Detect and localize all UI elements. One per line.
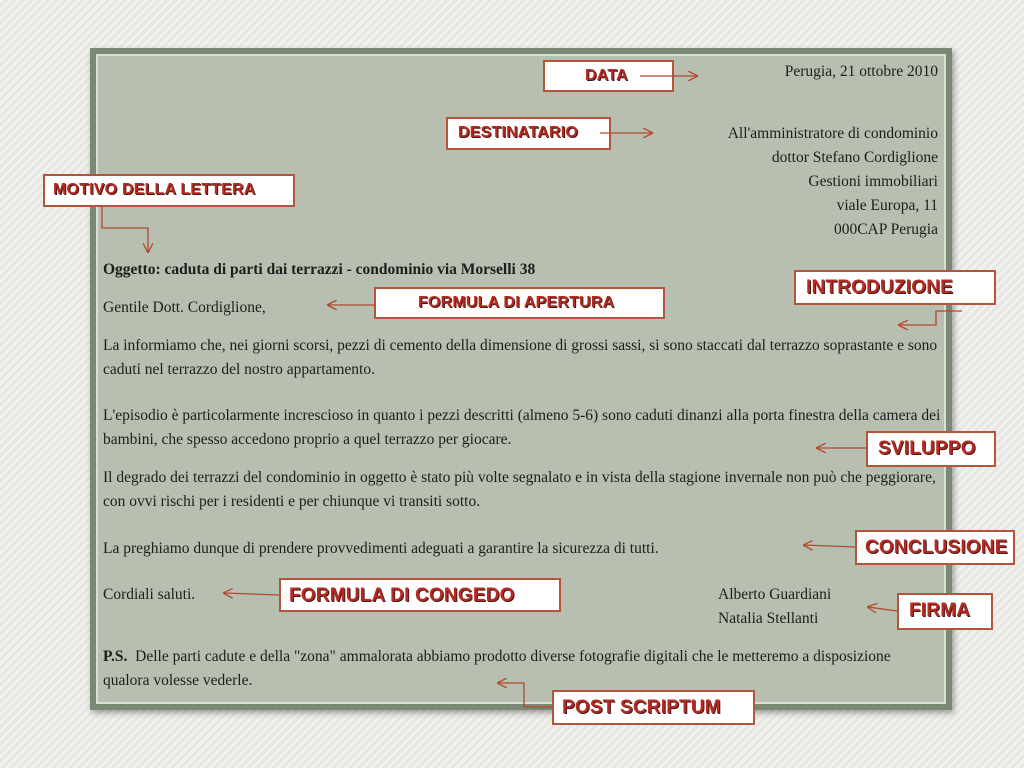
letter-closing: Cordiali saluti. [103, 586, 196, 603]
label-motivo-della-lettera: MOTIVO DELLA LETTERA [43, 174, 295, 207]
label-sviluppo: SVILUPPO [866, 431, 996, 467]
recipient-line: Gestioni immobiliari [808, 173, 938, 190]
ps-label: P.S. [103, 648, 128, 665]
label-firma: FIRMA [897, 593, 993, 630]
letter-introduction: La informiamo che, nei giorni scorsi, pezzi di cemento della dimensione di grossi sassi, si sono staccati dal terrazzo soprastante e sono caduti nel terrazzo del nostro appartamento. [103, 337, 938, 378]
recipient-line: All'amministratore di condominio [727, 125, 938, 142]
label-conclusione: CONCLUSIONE [855, 530, 1015, 565]
letter-date: Perugia, 21 ottobre 2010 [784, 63, 938, 80]
label-destinatario: DESTINATARIO [446, 117, 611, 150]
ps-text: Delle parti cadute e della "zona" ammalorata abbiamo prodotto diverse fotografie digitali che le metteremo a disposizione qualora volesse vederle. [103, 648, 891, 689]
letter-conclusion: La preghiamo dunque di prendere provvedimenti adeguati a garantire la sicurezza di tutti. [103, 540, 659, 557]
letter-development-2: Il degrado dei terrazzi del condominio in oggetto è stato più volte segnalato e in vista della stagione invernale non può che peggiorare, con ovvi rischi per i residenti e per chiunque vi transiti sotto. [103, 469, 936, 510]
letter-postscript [103, 645, 893, 693]
label-formula-di-congedo: FORMULA DI CONGEDO [279, 578, 561, 612]
recipient-line: dottor Stefano Cordiglione [771, 149, 938, 166]
signature-line: Alberto Guardiani [718, 586, 832, 603]
label-formula-di-apertura: FORMULA DI APERTURA [374, 287, 665, 319]
letter-salutation: Gentile Dott. Cordiglione, [103, 299, 266, 316]
recipient-line: 000CAP Perugia [833, 221, 938, 238]
label-introduzione: INTRODUZIONE [794, 270, 996, 305]
recipient-line: viale Europa, 11 [836, 197, 938, 214]
letter-development-1: L'episodio è particolarmente increscioso in quanto i pezzi descritti (almeno 5-6) sono caduti dinanzi alla porta finestra della camera dei bambini, che spesso accedono proprio a quel terrazzo per giocare. [103, 407, 941, 448]
letter-subject: Oggetto: caduta di parti dai terrazzi - condominio via Morselli 38 [103, 261, 536, 278]
label-data: DATA [543, 60, 674, 92]
label-post-scriptum: POST SCRIPTUM [552, 690, 755, 725]
signature-line: Natalia Stellanti [718, 610, 819, 627]
